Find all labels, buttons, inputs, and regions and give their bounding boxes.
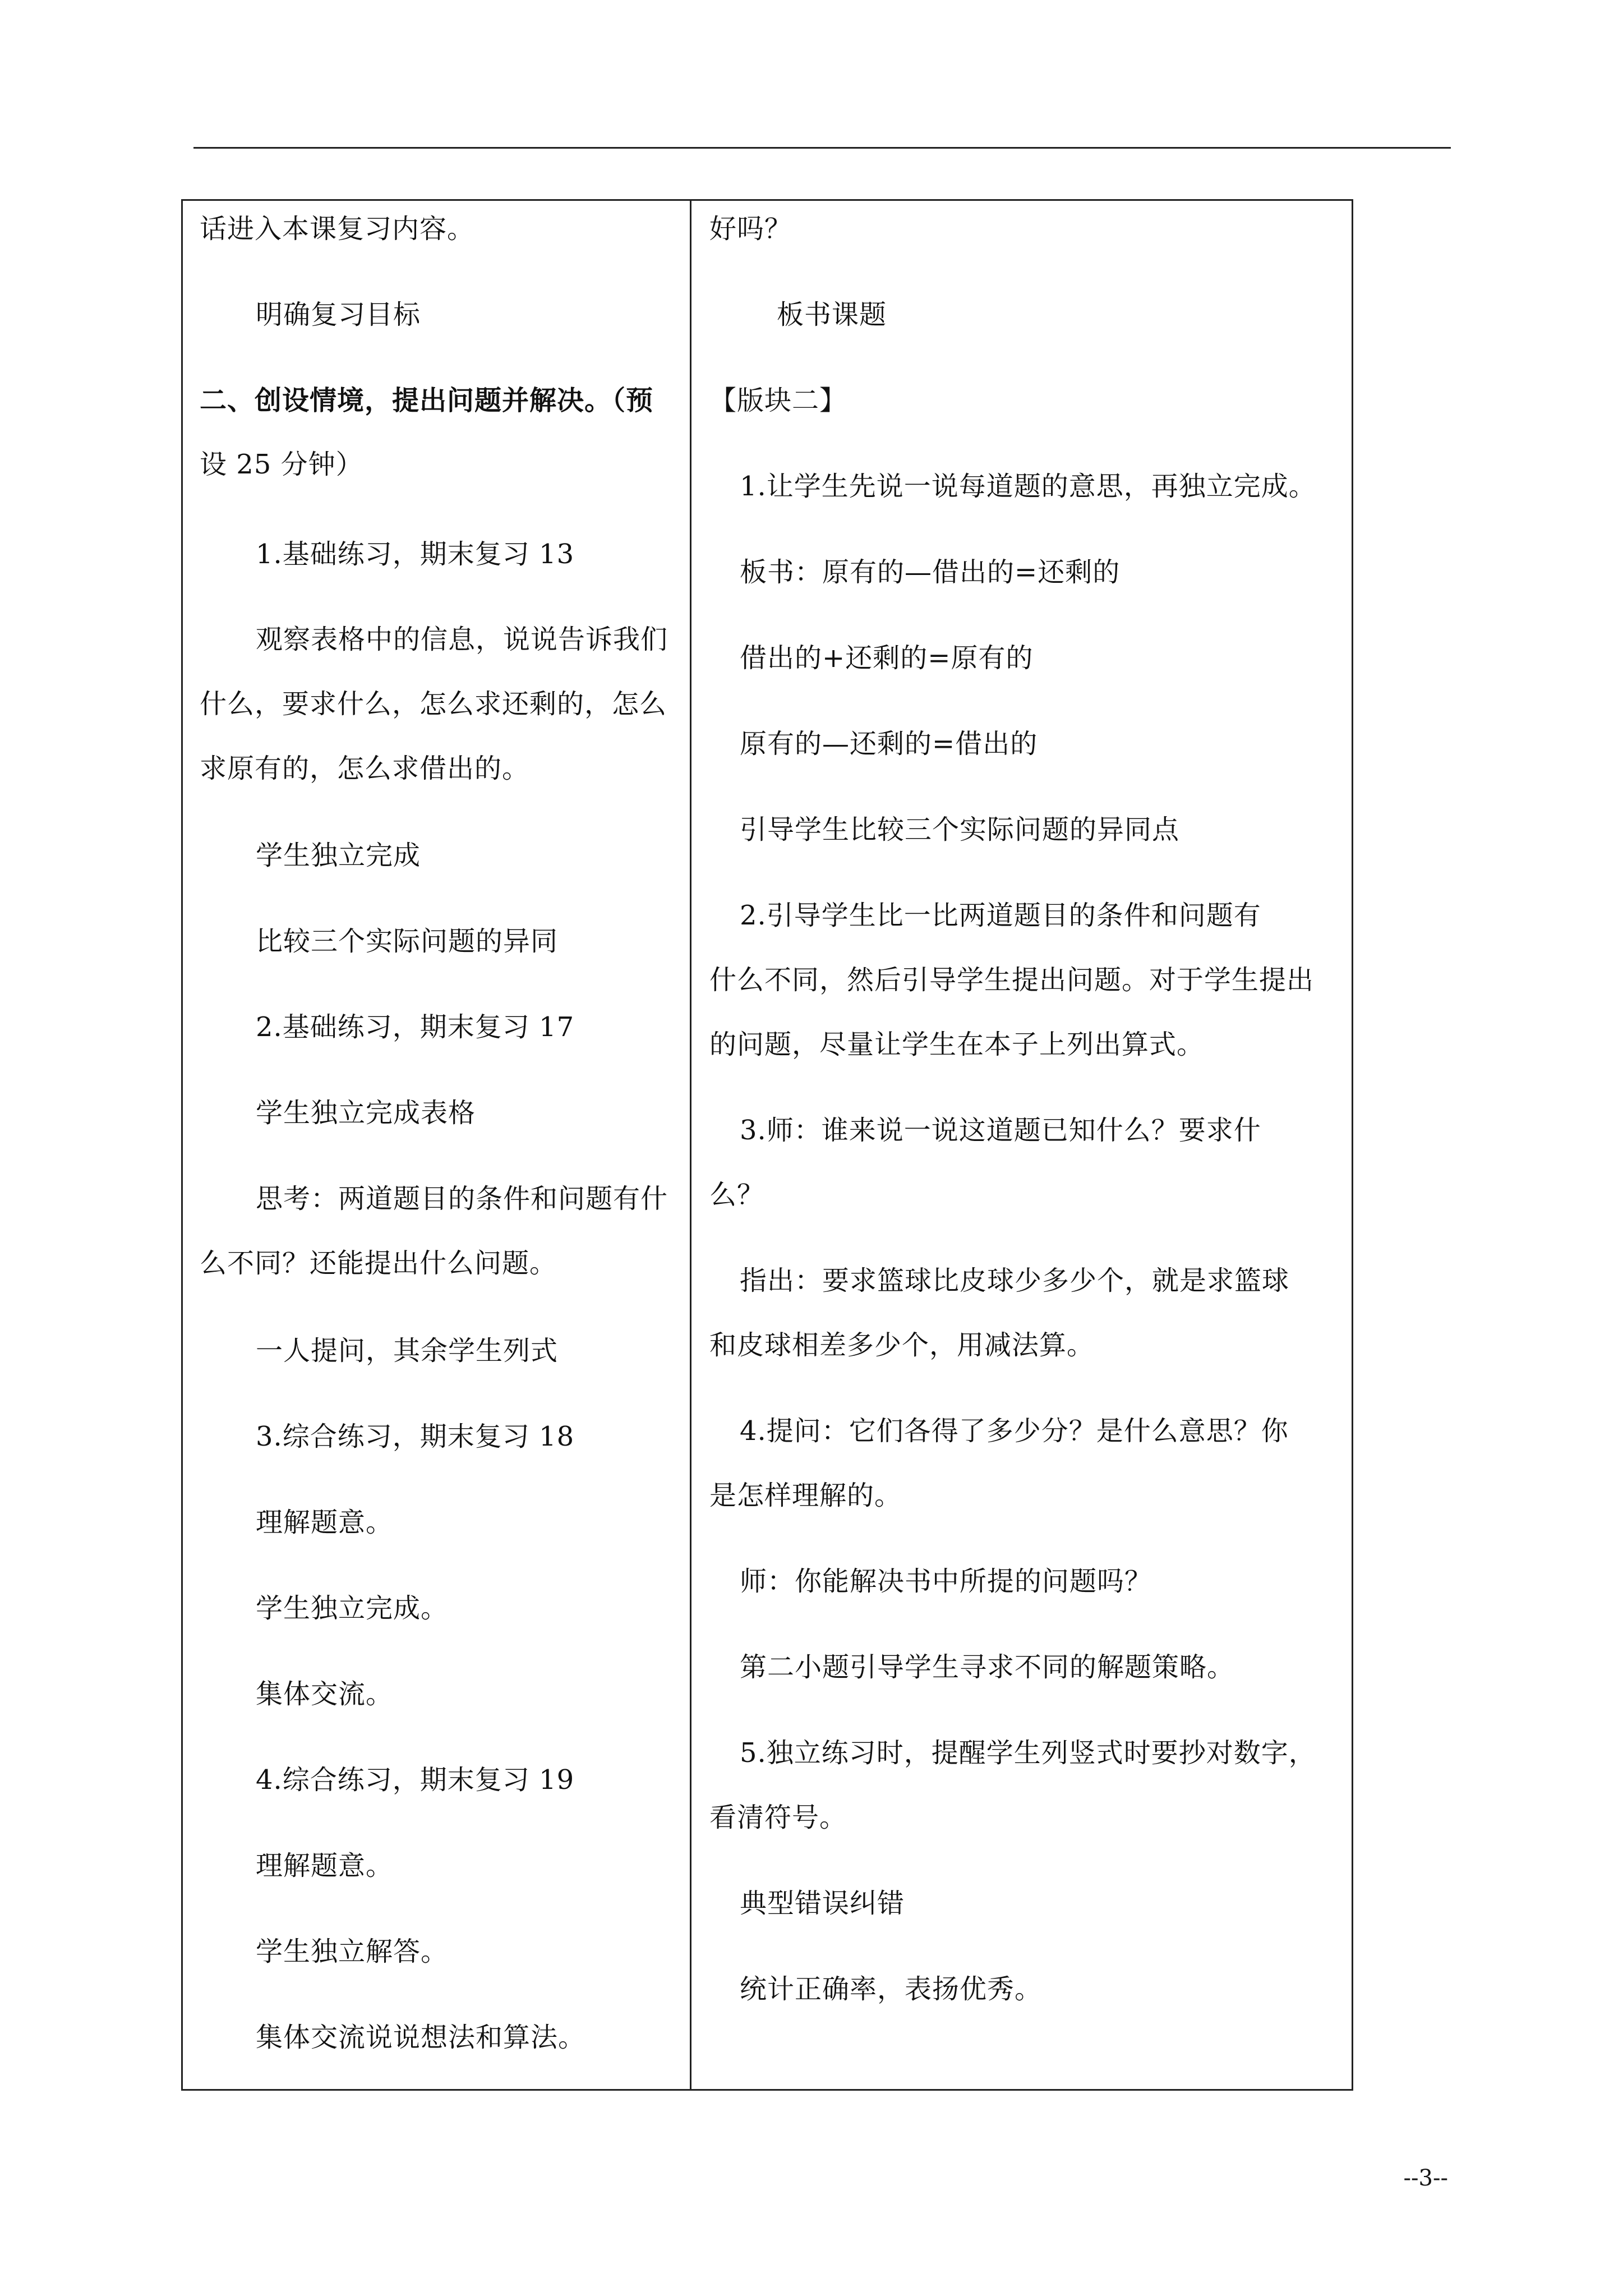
right-line-19: 第二小题引导学生寻求不同的解题策略。 [740,1651,1235,1683]
right-line-8: 引导学生比较三个实际问题的异同点 [740,814,1180,845]
right-line-7: 原有的—还剩的=借出的 [740,728,1038,760]
left-line-13: 思考：两道题目的条件和问题有什 [256,1183,668,1214]
header-rule [193,147,1451,149]
right-line-10: 什么不同，然后引导学生提出问题。对于学生提出 [709,964,1315,996]
right-line-12: 3.师：谁来说一说这道题已知什么？要求什 [740,1115,1261,1146]
student-activity-column [183,201,691,2089]
left-line-10: 比较三个实际问题的异同 [256,926,559,957]
left-line-11: 2.基础练习，期末复习 17 [256,1011,575,1043]
right-line-11: 的问题，尽量让学生在本子上列出算式。 [709,1029,1205,1060]
left-line-15: 一人提问，其余学生列式 [256,1335,559,1366]
teacher-activity-column [691,201,1352,2089]
right-line-4: 1.让学生先说一说每道题的意思，再独立完成。 [740,471,1316,502]
left-line-4: 设 25 分钟） [200,449,363,480]
left-line-5: 1.基础练习，期末复习 13 [256,539,575,570]
left-line-9: 学生独立完成 [256,840,421,871]
left-line-6: 观察表格中的信息，说说告诉我们 [256,624,668,655]
left-line-17: 理解题意。 [256,1507,394,1538]
right-line-14: 指出：要求篮球比皮球少多少个，就是求篮球 [740,1265,1290,1296]
right-line-5: 板书：原有的—借出的=还剩的 [740,556,1121,588]
right-line-15: 和皮球相差多少个，用减法算。 [709,1329,1095,1361]
right-line-22: 典型错误纠错 [740,1888,905,1919]
right-line-18: 师：你能解决书中所提的问题吗？ [740,1566,1152,1597]
right-line-21: 看清符号。 [709,1802,847,1833]
left-line-16: 3.综合练习，期末复习 18 [256,1421,575,1452]
right-line-16: 4.提问：它们各得了多少分？是什么意思？你 [740,1415,1289,1447]
right-line-23: 统计正确率，表扬优秀。 [740,1973,1043,2005]
left-line-22: 学生独立解答。 [256,1936,449,1967]
left-line-7: 什么，要求什么，怎么求还剩的，怎么 [200,688,667,720]
left-line-8: 求原有的，怎么求借出的。 [200,753,530,784]
left-line-19: 集体交流。 [256,1678,394,1710]
left-line-2: 明确复习目标 [256,299,421,330]
right-line-9: 2.引导学生比一比两道题目的条件和问题有 [740,900,1261,931]
right-line-2: 板书课题 [777,299,887,330]
right-line-1: 好吗？ [709,213,792,245]
left-section-heading: 二、创设情境，提出问题并解决。（预 [200,385,654,416]
right-line-13: 么？ [709,1179,765,1211]
page-number: --3-- [1403,2165,1448,2191]
left-line-21: 理解题意。 [256,1850,394,1881]
right-section-heading: 【版块二】 [709,385,847,416]
left-line-14: 么不同？还能提出什么问题。 [200,1248,557,1279]
right-line-17: 是怎样理解的。 [709,1480,902,1511]
right-line-20: 5.独立练习时，提醒学生列竖式时要抄对数字， [740,1737,1316,1769]
left-line-1: 话进入本课复习内容。 [200,213,475,245]
left-line-18: 学生独立完成。 [256,1593,449,1624]
left-line-20: 4.综合练习，期末复习 19 [256,1764,575,1796]
left-line-23: 集体交流说说想法和算法。 [256,2022,586,2053]
left-line-12: 学生独立完成表格 [256,1097,476,1129]
right-line-6: 借出的+还剩的=原有的 [740,642,1034,674]
lesson-plan-table [181,199,1353,2091]
